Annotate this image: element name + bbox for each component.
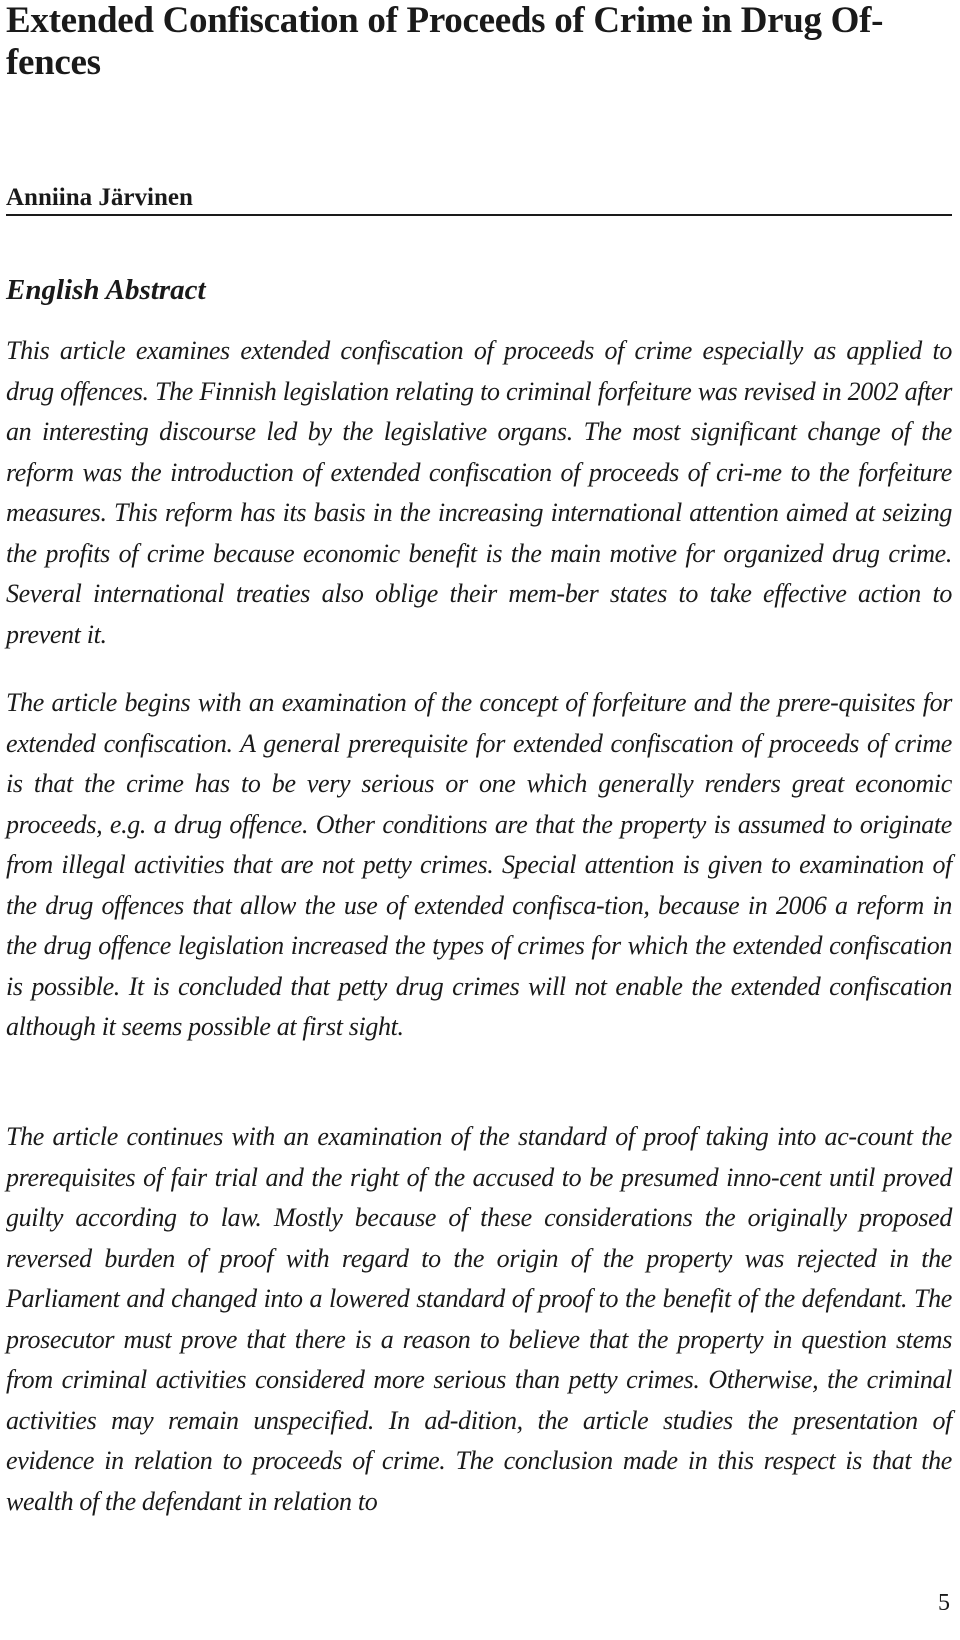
article-title: Extended Confiscation of Proceeds of Crime in Drug Of-fences <box>6 0 884 83</box>
abstract-paragraph-2: The article begins with an examination of the concept of forfeiture and the prere-quisites for extended confiscation. A general prerequisite for extended confiscation of proceeds of crime is that the crime has to be very serious or one which generally renders great economic proceeds, e.g. a drug offence. Other conditions are that the property is assumed to originate from illegal activities that are not petty crimes. Special attention is given to examination of the drug offences that allow the use of extended confisca-tion, because in 2006 a reform in the drug offence legislation increased the types of crimes for which the extended confiscation is possible. It is concluded that petty drug crimes will not enable the extended confiscation although it seems possible at first sight. <box>6 688 952 1041</box>
abstract-heading: English Abstract <box>6 274 206 306</box>
author-line <box>6 182 952 216</box>
author-name: Anniina Järvinen <box>6 184 193 211</box>
abstract-paragraph-1: This article examines extended confiscation of proceeds of crime especially as applied to drug offences. The Finnish legislation relating to criminal forfeiture was revised in 2002 after an interesting discourse led by the legislative organs. The most significant change of the reform was the introduction of extended confiscation of proceeds of cri-me to the forfeiture measures. This reform has its basis in the increasing international attention aimed at seizing the profits of crime because economic benefit is the main motive for organized drug crime. Several international treaties also oblige their mem-ber states to take effective action to prevent it. <box>6 336 952 649</box>
page-number: 5 <box>938 1590 950 1616</box>
abstract-paragraph-3: The article continues with an examination of the standard of proof taking into ac-count the prerequisites of fair trial and the right of the accused to be presumed inno-cent until proved guilty according to law. Mostly because of these considerations the originally proposed reversed burden of proof with regard to the origin of the property was rejected in the Parliament and changed into a lowered standard of proof to the benefit of the defendant. The prosecutor must prove that there is a reason to believe that the property in question stems from criminal activities considered more serious than petty crimes. Otherwise, the criminal activities may remain unspecified. In ad-dition, the article studies the presentation of evidence in relation to proceeds of crime. The conclusion made in this respect is that the wealth of the defendant in relation to <box>6 1122 952 1516</box>
